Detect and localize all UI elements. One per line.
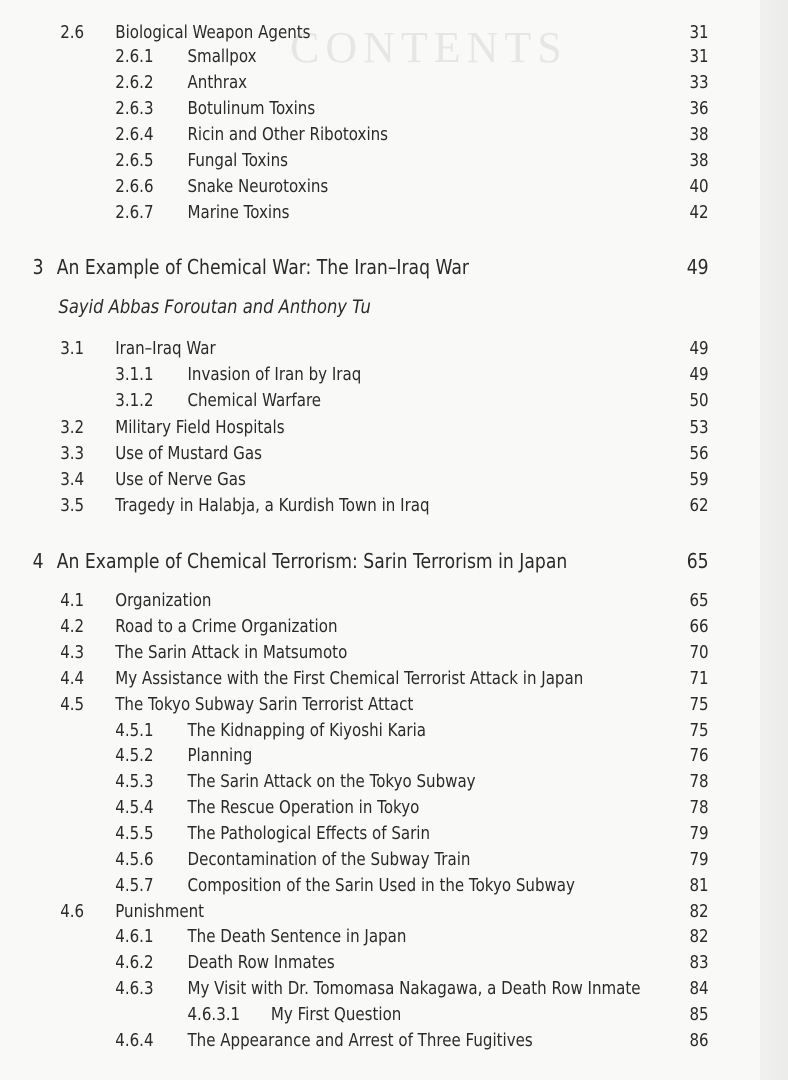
toc-entry-number: 4.5.2: [115, 746, 154, 766]
toc-entry: [0, 589, 709, 613]
toc-entry-page: 40: [689, 177, 709, 197]
toc-entry-title: Tragedy in Halabja, a Kurdish Town in Iraq: [115, 496, 430, 516]
toc-entry: [0, 900, 709, 924]
toc-entry-number: 4.6: [60, 902, 85, 922]
toc-entry-number: 3.1.2: [115, 391, 154, 411]
toc-entry-number: 4.5.7: [115, 876, 154, 896]
toc-entry: [0, 494, 709, 518]
toc-entry: [0, 71, 709, 95]
toc-entry-page: 38: [689, 125, 709, 145]
toc-entry-page: 33: [689, 73, 709, 93]
toc-entry-number: 4.6.3.1: [187, 1005, 241, 1025]
toc-entry-number: 4.5: [60, 695, 85, 715]
toc-entry: [0, 951, 709, 975]
toc-entry: [0, 416, 709, 440]
toc-entry-title: The Sarin Attack on the Tokyo Subway: [187, 772, 476, 792]
toc-entry: [0, 874, 709, 898]
toc-entry-number: 2.6.5: [115, 151, 154, 171]
toc-entry: [0, 97, 709, 121]
toc-entry-page: 84: [689, 979, 709, 999]
toc-entry: [0, 21, 709, 45]
toc-entry-number: 4.2: [60, 617, 85, 637]
toc-entry-page: 71: [689, 669, 709, 689]
toc-entry-title: Use of Mustard Gas: [115, 444, 262, 464]
toc-entry-title: Anthrax: [187, 73, 248, 93]
toc-entry-number: 3.1.1: [115, 365, 154, 385]
toc-entry: [0, 201, 709, 225]
toc-entry-title: Sayid Abbas Foroutan and Anthony Tu: [58, 296, 371, 318]
toc-entry-page: 78: [689, 798, 709, 818]
toc-entry-page: 81: [689, 876, 709, 896]
toc-entry-page: 75: [689, 695, 709, 715]
toc-entry-title: My Assistance with the First Chemical Terrorist Attack in Japan: [115, 669, 584, 689]
toc-entry-number: 2.6: [60, 23, 85, 43]
toc-entry: [0, 337, 709, 361]
toc-entry-number: 2.6.7: [115, 203, 154, 223]
toc-entry: [0, 468, 709, 492]
toc-entry-number: 3.5: [60, 496, 85, 516]
toc-entry-title: Fungal Toxins: [187, 151, 288, 171]
toc-entry-title: Ricin and Other Ribotoxins: [187, 125, 389, 145]
toc-entry-number: 3.2: [60, 418, 85, 438]
toc-entry-page: 59: [689, 470, 709, 490]
toc-entry-title: Use of Nerve Gas: [115, 470, 246, 490]
toc-entry-title: Planning: [187, 746, 253, 766]
toc-entry-number: 3.1: [60, 339, 85, 359]
toc-entry: [0, 175, 709, 199]
toc-entry-title: Snake Neurotoxins: [187, 177, 329, 197]
toc-entry-page: 31: [689, 47, 709, 67]
toc-entry-page: 49: [689, 339, 709, 359]
toc-entry-title: Chemical Warfare: [187, 391, 322, 411]
toc-entry-number: 3.3: [60, 444, 85, 464]
toc-entry-page: 56: [689, 444, 709, 464]
toc-entry-number: 4.5.5: [115, 824, 154, 844]
toc-entry-title: The Tokyo Subway Sarin Terrorist Attact: [115, 695, 414, 715]
toc-entry-title: An Example of Chemical Terrorism: Sarin Terrorism in Japan: [56, 549, 568, 573]
toc-chapter-entry: [0, 549, 709, 573]
toc-entry-number: 2.6.4: [115, 125, 154, 145]
toc-entry: [0, 796, 709, 820]
toc-entry: [0, 442, 709, 466]
toc-entry-title: An Example of Chemical War: The Iran–Iraq War: [56, 255, 470, 279]
toc-entry-page: 85: [689, 1005, 709, 1025]
toc-entry-page: 70: [689, 643, 709, 663]
toc-entry-title: Road to a Crime Organization: [115, 617, 338, 637]
toc-entry-title: Organization: [115, 591, 212, 611]
toc-entry-title: The Appearance and Arrest of Three Fugitives: [187, 1031, 533, 1051]
toc-entry-number: 4.1: [60, 591, 85, 611]
toc-entry: [0, 149, 709, 173]
toc-entry-page: 49: [689, 365, 709, 385]
toc-entry-page: 78: [689, 772, 709, 792]
toc-entry-page: 53: [689, 418, 709, 438]
toc-entry-number: 4.5.4: [115, 798, 154, 818]
toc-entry-title: Military Field Hospitals: [115, 418, 285, 438]
page-edge: [760, 0, 788, 1080]
toc-author-line: [0, 295, 654, 319]
toc-entry: [0, 719, 709, 743]
toc-entry: [0, 45, 709, 69]
toc-entry-number: 4.5.3: [115, 772, 154, 792]
toc-entry-page: 83: [689, 953, 709, 973]
toc-entry-page: 38: [689, 151, 709, 171]
toc-entry: [0, 667, 709, 691]
toc-entry-number: 2.6.6: [115, 177, 154, 197]
toc-entry-page: 50: [689, 391, 709, 411]
toc-entry-page: 65: [686, 549, 709, 573]
toc-chapter-entry: [0, 255, 709, 279]
show-through-heading: CONTENTS: [290, 23, 568, 72]
toc-entry-number: 4.3: [60, 643, 85, 663]
toc-entry-number: 4: [32, 549, 44, 573]
toc-entry: [0, 1003, 709, 1027]
toc-entry: [0, 363, 709, 387]
toc-entry-page: 79: [689, 850, 709, 870]
toc-entry-title: The Death Sentence in Japan: [187, 927, 407, 947]
toc-entry-title: Composition of the Sarin Used in the Tokyo Subway: [187, 876, 575, 896]
toc-entry-title: Smallpox: [187, 47, 257, 67]
toc-entry-number: 3.4: [60, 470, 85, 490]
toc-entry-page: 66: [689, 617, 709, 637]
toc-entry: [0, 615, 709, 639]
toc-entry: [0, 123, 709, 147]
toc-entry: [0, 1029, 709, 1053]
toc-entry-number: 3: [32, 255, 44, 279]
toc-entry-number: 2.6.2: [115, 73, 154, 93]
toc-entry-title: The Sarin Attack in Matsumoto: [115, 643, 348, 663]
toc-entry: [0, 744, 709, 768]
toc-entry-title: Biological Weapon Agents: [115, 23, 311, 43]
toc-entry-page: 86: [689, 1031, 709, 1051]
toc-entry-title: Marine Toxins: [187, 203, 290, 223]
toc-entry-title: The Pathological Effects of Sarin: [187, 824, 431, 844]
toc-entry-title: Iran–Iraq War: [115, 339, 216, 359]
toc-entry: [0, 822, 709, 846]
toc-entry: [0, 693, 709, 717]
toc-entry-page: 75: [689, 721, 709, 741]
toc-entry-number: 4.5.1: [115, 721, 154, 741]
toc-entry: [0, 977, 709, 1001]
toc-entry-page: 42: [689, 203, 709, 223]
toc-entry-page: 62: [689, 496, 709, 516]
toc-entry-page: 82: [689, 902, 709, 922]
toc-entry-number: 4.6.4: [115, 1031, 154, 1051]
toc-entry: [0, 770, 709, 794]
toc-entry-page: 31: [689, 23, 709, 43]
toc-entry-title: Punishment: [115, 902, 205, 922]
toc-entry-number: 2.6.1: [115, 47, 154, 67]
toc-entry: [0, 925, 709, 949]
toc-entry-number: 4.6.1: [115, 927, 154, 947]
toc-entry-number: 2.6.3: [115, 99, 154, 119]
toc-entry-page: 49: [686, 255, 709, 279]
toc-entry: [0, 848, 709, 872]
toc-entry-number: 4.4: [60, 669, 85, 689]
toc-entry-page: 79: [689, 824, 709, 844]
toc-entry-title: Decontamination of the Subway Train: [187, 850, 471, 870]
toc-entry-page: 76: [689, 746, 709, 766]
toc-entry-number: 4.6.2: [115, 953, 154, 973]
toc-entry-page: 82: [689, 927, 709, 947]
toc-entry-title: Botulinum Toxins: [187, 99, 316, 119]
toc-entry-page: 65: [689, 591, 709, 611]
toc-entry-page: 36: [689, 99, 709, 119]
toc-entry-number: 4.6.3: [115, 979, 154, 999]
toc-entry: [0, 389, 709, 413]
toc-entry-title: My Visit with Dr. Tomomasa Nakagawa, a Death Row Inmate: [187, 979, 641, 999]
toc-entry-title: Invasion of Iran by Iraq: [187, 365, 362, 385]
toc-entry-number: 4.5.6: [115, 850, 154, 870]
toc-entry-title: Death Row Inmates: [187, 953, 335, 973]
toc-entry-title: My First Question: [270, 1005, 402, 1025]
toc-entry: [0, 641, 709, 665]
toc-entry-title: The Kidnapping of Kiyoshi Karia: [187, 721, 427, 741]
toc-entry-title: The Rescue Operation in Tokyo: [187, 798, 420, 818]
